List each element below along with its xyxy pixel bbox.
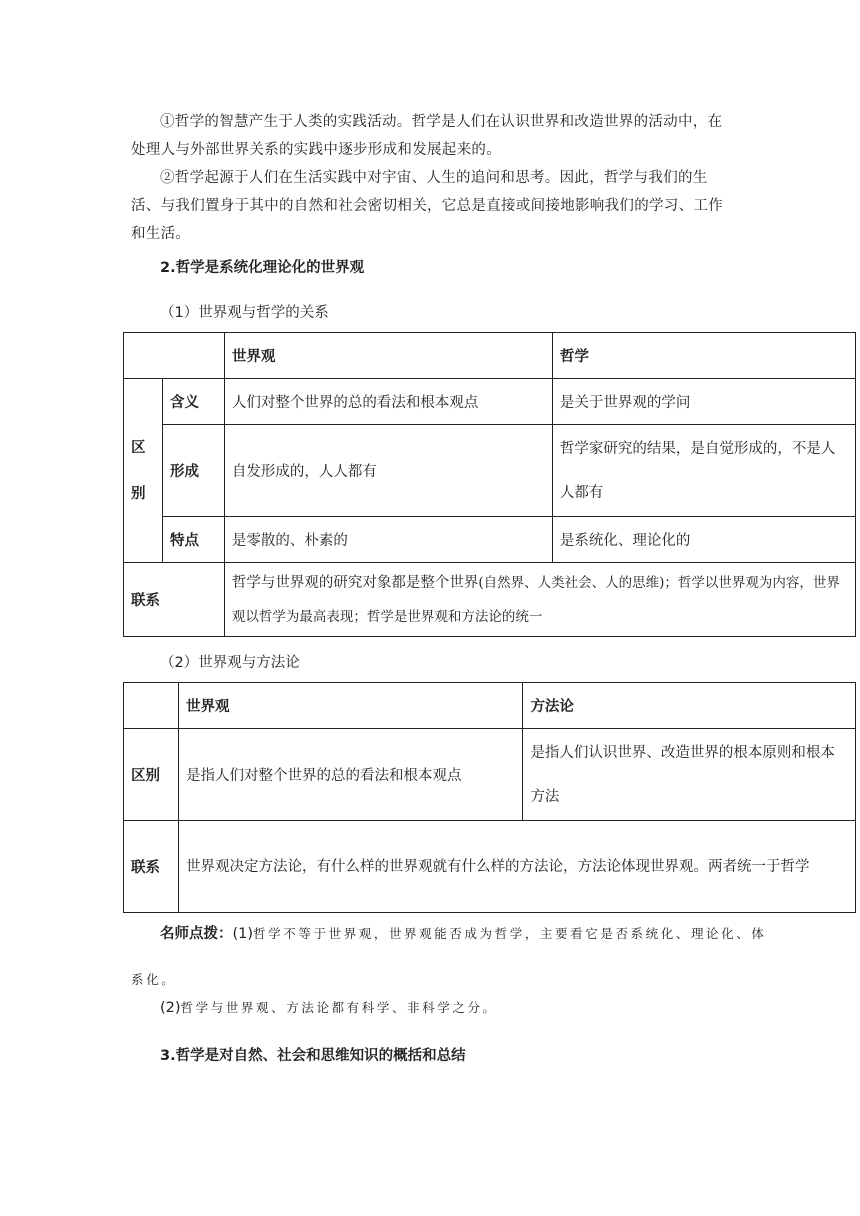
table1-header-philosophy: 哲学 (552, 333, 855, 379)
cell-formation-worldview: 自发形成的，人人都有 (224, 425, 552, 517)
paragraph-2: ②哲学起源于人们在生活实践中对宇宙、人生的追问和思考。因此，哲学与我们的生活、与我们置身于其中的自然和社会密切相关，它总是直接或间接地影响我们的学习、工作和生活。 (131, 170, 723, 242)
table1-caption: （1）世界观与哲学的关系 (160, 305, 329, 321)
cell-meaning-worldview: 人们对整个世界的总的看法和根本观点 (224, 379, 552, 425)
table1-group-label: 区别 (124, 379, 163, 563)
table2-corner-cell (124, 683, 179, 729)
row-label-meaning: 含义 (162, 379, 224, 425)
worldview-methodology-table (123, 682, 856, 913)
table1-link-text: 哲学与世界观的研究对象都是整个世界(自然界、人类社会、人的思维)；哲学以世界观为内容，世界观以哲学为最高表现；哲学是世界观和方法论的统一 (224, 563, 855, 637)
cell-formation-philosophy: 哲学家研究的结果，是自觉形成的，不是人人都有 (552, 425, 855, 517)
table2-link-label: 联系 (124, 821, 179, 913)
teacher-tip: 名师点拨：(1)哲学不等于世界观，世界观能否成为哲学，主要看它是否系统化、理论化、体系化。 (131, 926, 767, 987)
row-label-feature: 特点 (162, 517, 224, 563)
row-label-formation: 形成 (162, 425, 224, 517)
table2-diff-methodology: 是指人们认识世界、改造世界的根本原则和根本方法 (523, 729, 856, 821)
worldview-philosophy-table (123, 332, 856, 637)
teacher-tip-label: 名师点拨： (160, 926, 233, 942)
table2-header-worldview: 世界观 (178, 683, 522, 729)
table1-corner-cell (124, 333, 225, 379)
cell-feature-philosophy: 是系统化、理论化的 (552, 517, 855, 563)
section-heading-3: 3.哲学是对自然、社会和思维知识的概括和总结 (160, 1048, 466, 1064)
teacher-tip-item-2: (2)哲学与世界观、方法论都有科学、非科学之分。 (160, 1000, 498, 1016)
section-heading-2: 2.哲学是系统化理论化的世界观 (160, 260, 365, 276)
cell-feature-worldview: 是零散的、朴素的 (224, 517, 552, 563)
table2-caption: （2）世界观与方法论 (160, 655, 300, 671)
table2-link-text: 世界观决定方法论，有什么样的世界观就有什么样的方法论，方法论体现世界观。两者统一于哲学 (178, 821, 855, 913)
table1-header-worldview: 世界观 (224, 333, 552, 379)
table2-diff-label: 区别 (124, 729, 179, 821)
table2-diff-worldview: 是指人们对整个世界的总的看法和根本观点 (178, 729, 522, 821)
table2-header-methodology: 方法论 (523, 683, 856, 729)
paragraph-1: ①哲学的智慧产生于人类的实践活动。哲学是人们在认识世界和改造世界的活动中，在处理人与外部世界关系的实践中逐步形成和发展起来的。 (131, 114, 723, 158)
table1-link-label: 联系 (124, 563, 225, 637)
cell-meaning-philosophy: 是关于世界观的学问 (552, 379, 855, 425)
